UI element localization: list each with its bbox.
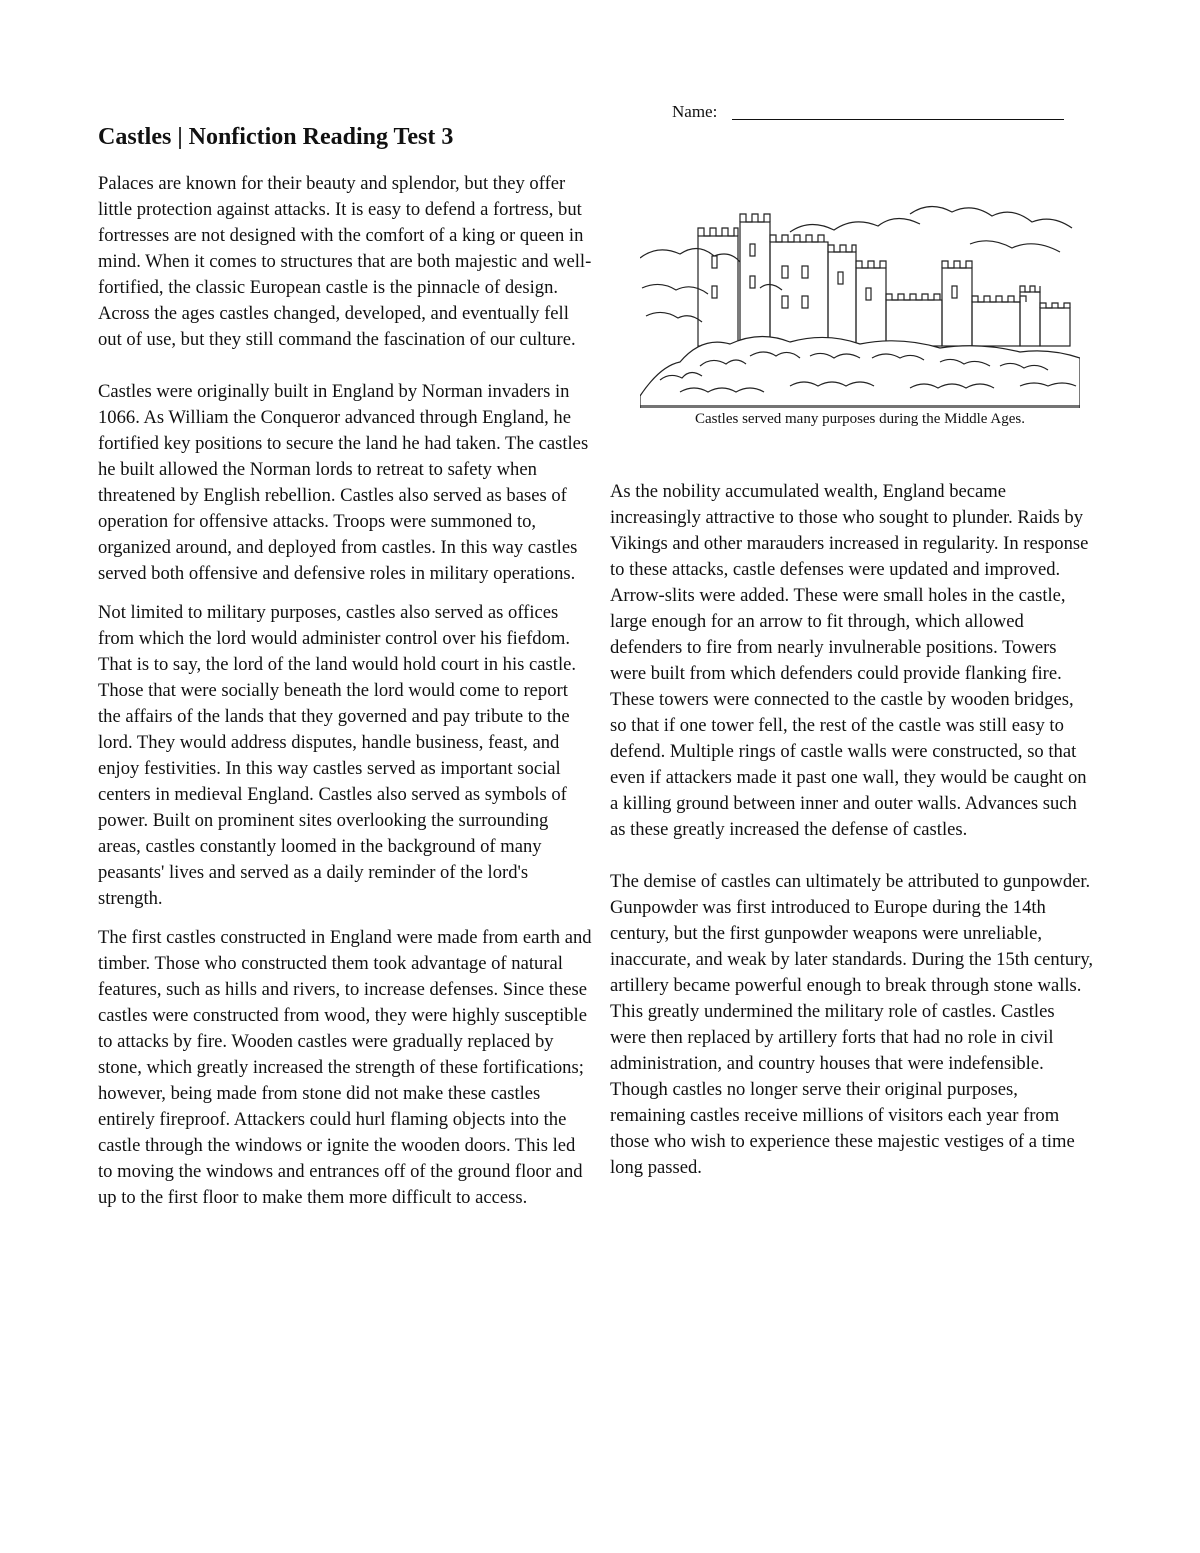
tower xyxy=(942,268,972,346)
curtain-wall xyxy=(886,300,942,346)
keep xyxy=(770,242,828,346)
paragraph: Castles were originally built in England by Norman invaders in 1066. As William the Conqueror advanced through England, he fortified key positions to secure the land he had taken. The castles he built allowed the Norman lords to retreat to safety when threatened by English rebellion. Castles also served as bases of operation for offensive attacks. Troops were summoned to, organized around, and deployed from castles. In this way castles served both offensive and defensive roles in military operations. xyxy=(98,381,589,584)
cloud xyxy=(790,218,920,232)
paragraph: As the nobility accumulated wealth, England became increasingly attractive to those who sought to plunder. Raids by Vikings and other marauders increased in regularity. In response to these attacks, castle defenses were updated and improved. Arrow-slits were added. These were small holes in the castle, large enough for an arrow to fit through, which allowed defenders to fire from nearly invulnerable positions. Towers were built from which defenders could provide flanking fire. These towers were connected to the castle by wooden bridges, so that if one tower fell, the rest of the castle was still easy to defend. Multiple rings of castle walls were constructed, so that even if attackers made it past one wall, they would be caught on a killing ground between inner and outer walls. Advances such as these greatly increased the defense of castles. xyxy=(610,481,1089,840)
cloud xyxy=(970,241,1060,252)
tower xyxy=(828,252,856,346)
cloud xyxy=(910,206,1072,228)
page-title: Castles | Nonfiction Reading Test 3 xyxy=(98,124,454,150)
cloud xyxy=(640,248,740,262)
left-column xyxy=(98,171,592,1211)
curtain-wall xyxy=(972,302,1020,346)
name-field-line[interactable] xyxy=(732,119,1064,120)
figure-caption: Castles served many purposes during the Middle Ages. xyxy=(695,411,1025,427)
rocky-hill xyxy=(640,336,1080,408)
paragraph: Palaces are known for their beauty and splendor, but they offer little protection against attacks. It is easy to defend a fortress, but fortresses are not designed with the comfort of a king or queen in mind. When it comes to structures that are both majestic and well-fortified, the classic European castle is the pinnacle of design. Across the ages castles changed, developed, and eventually fell out of use, but they still command the fascination of our culture. xyxy=(98,173,592,350)
right-column xyxy=(610,479,1094,1181)
curtain-wall xyxy=(1040,308,1070,346)
tower xyxy=(856,268,886,346)
cloud xyxy=(760,284,782,290)
paragraph: The first castles constructed in England were made from earth and timber. Those who constructed them took advantage of natural features, such as hills and rivers, to increase defenses. Since these castles were constructed from wood, they were highly susceptible to attacks by fire. Wooden castles were gradually replaced by stone, which greatly increased the strength of these fortifications; however, being made from stone did not make these castles entirely fireproof. Attackers could hurl flaming objects into the castle through the windows or ignite the wooden doors. This led to moving the windows and entrances off of the ground floor and up to the first floor to make them more difficult to access. xyxy=(98,927,592,1208)
cloud xyxy=(646,312,702,322)
paragraph: Not limited to military purposes, castles also served as offices from which the lord would administer control over his fiefdom. That is to say, the lord of the land would hold court in his castle. Those that were socially beneath the lord would come to report the affairs of the lands that they governed and pay tribute to the lord. They would address disputes, handle business, feast, and enjoy festivities. In this way castles served as important social centers in medieval England. Castles also served as symbols of power. Built on prominent sites overlooking the surrounding areas, castles constantly loomed in the background of many peasants' lives and served as a daily reminder of the lord's strength. xyxy=(98,602,577,909)
name-label: Name: xyxy=(672,102,718,121)
tower xyxy=(1020,292,1040,346)
paragraph: The demise of castles can ultimately be attributed to gunpowder. Gunpowder was first introduced to Europe during the 14th century, but the first gunpowder weapons were unreliable, inaccurate, and weak by later standards. During the 15th century, artillery became powerful enough to break through stone walls. This greatly undermined the military role of castles. Castles were then replaced by artillery forts that had no role in civil administration, and country houses that were indefensible. Though castles no longer serve their original purposes, remaining castles receive millions of visitors each year from those who wish to experience these majestic vestiges of a time long passed. xyxy=(610,871,1094,1178)
castle-illustration xyxy=(640,196,1080,408)
